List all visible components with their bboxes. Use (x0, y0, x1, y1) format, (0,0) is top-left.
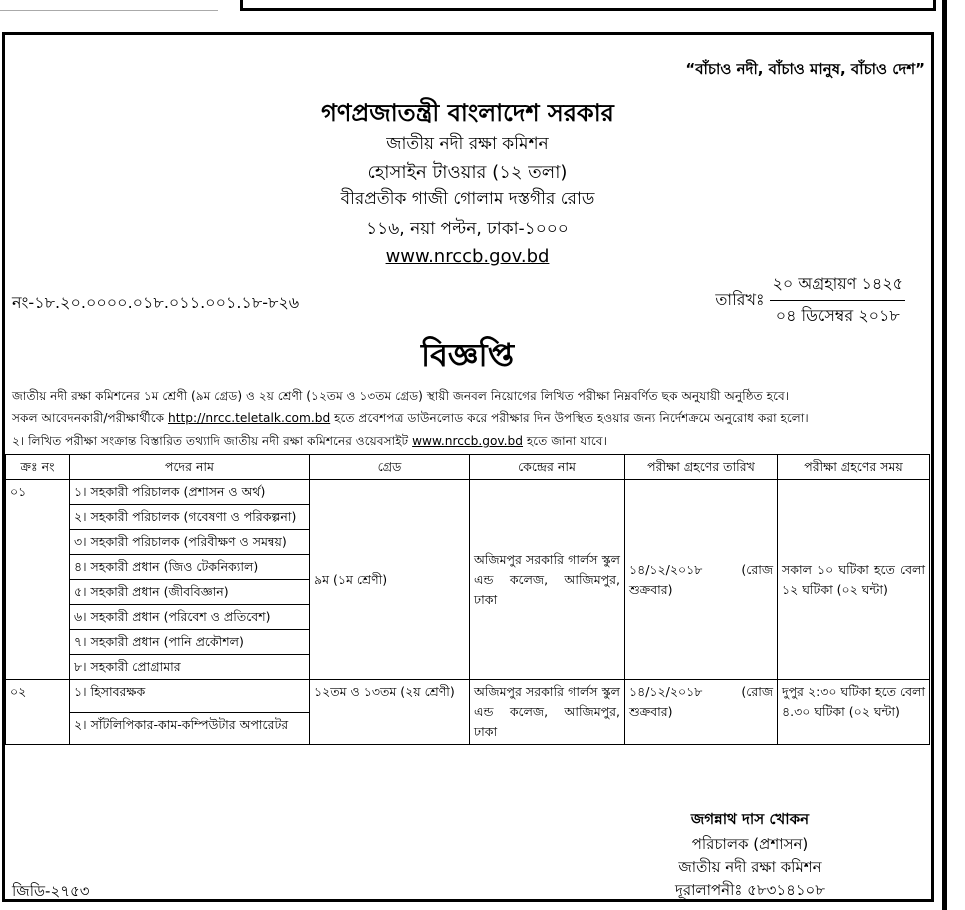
road-address: বীরপ্রতীক গাজী গোলাম দস্তগীর রোড (340, 189, 595, 209)
signatory-phone: দূরালাপনীঃ ৫৮৩১৪১০৮ (674, 881, 826, 899)
date-fraction (770, 271, 905, 330)
signatory-office: জাতীয় নদী রক্ষা কমিশন (678, 858, 822, 876)
signatory-name: জগন্নাথ দাস খোকন (690, 810, 810, 828)
center-cell: অজিমপুর সরকারি গার্লস স্কুল এন্ড কলেজ, আজিমপুর, ঢাকা (470, 480, 625, 680)
top-divider-line (0, 10, 218, 11)
serial-cell: ০২ (6, 680, 70, 745)
post-cell: ১। সহকারী পরিচালক (প্রশাসন ও অর্থ) (70, 480, 310, 505)
paragraph-1: জাতীয় নদী রক্ষা কমিশনের ১ম শ্রেণী (৯ম গ্রেড) ও ২য় শ্রেণী (১২তম ও ১৩তম গ্রেড) স্থায়ী জনবল নিয়োগের লিখিত পরীক্ষা নিম্নবর্ণিত ছক অনুযায়ী অনুষ্ঠিত হবে। (12, 389, 790, 403)
time-cell: সকাল ১০ ঘটিকা হতে বেলা ১২ ঘটিকা (০২ ঘন্টা) (778, 480, 930, 680)
paragraph-3 (12, 431, 932, 451)
memo-number: নং-১৮.২০.০০০০.০১৮.০১১.০০১.১৮-৮২৬ (12, 293, 300, 312)
serial-cell: ০১ (6, 480, 70, 680)
table-header-row (6, 455, 930, 480)
signatory-designation: পরিচালক (প্রশাসন) (691, 835, 809, 853)
header-grade: গ্রেড (310, 455, 470, 480)
center-cell: অজিমপুর সরকারি গার্লস স্কুল এন্ড কলেজ, আজিমপুর, ঢাকা (470, 680, 625, 745)
post-cell: ২। সহকারী পরিচালক (গবেষণা ও পরিকল্পনা) (70, 505, 310, 530)
date-cell: ১৪/১২/২০১৮ (রোজ শুক্রবার) (625, 480, 778, 680)
post-cell: ৫। সহকারী প্রধান (জীববিজ্ঞান) (70, 580, 310, 605)
table-row (6, 480, 930, 505)
header-time: পরীক্ষা গ্রহণের সময় (778, 455, 930, 480)
date-english: ০৪ ডিসেম্বর ২০১৮ (775, 306, 900, 325)
post-cell: ১। হিসাবরক্ষক (70, 680, 310, 713)
header-website-link[interactable]: www.nrccb.gov.bd (385, 246, 550, 267)
building-address: হোসাইন টাওয়ার (১২ তলা) (367, 162, 568, 183)
header-date: পরীক্ষা গ্রহণের তারিখ (625, 455, 778, 480)
website-link[interactable]: www.nrccb.gov.bd (412, 434, 524, 448)
date-bangla: ২০ অগ্রহায়ণ ১৪২৫ (770, 271, 905, 301)
post-cell: ২। সাঁটলিপিকার-কাম-কম্পিউটার অপারেটর (70, 712, 310, 745)
post-cell: ৭। সহকারী প্রধান (পানি প্রকৌশল) (70, 630, 310, 655)
paragraph-2-post: হতে প্রবেশপত্র ডাউনলোড করে পরীক্ষার দিন উপস্থিত হওয়ার জন্য নির্দেশক্রমে অনুরোধ করা হলো। (330, 411, 809, 425)
paragraph-2 (12, 408, 932, 428)
header-center: কেন্দ্রের নাম (470, 455, 625, 480)
city-address: ১১৬, নয়া পল্টন, ঢাকা-১০০০ (366, 219, 569, 239)
paragraph-3-post: হতে জানা যাবে। (523, 434, 607, 448)
slogan: “বাঁচাও নদী, বাঁচাও মানুষ, বাঁচাও দেশ” (685, 60, 925, 78)
time-cell: দুপুর ২:৩০ ঘটিকা হতে বেলা ৪.৩০ ঘটিকা (০২ ঘন্টা) (778, 680, 930, 745)
page-edge-bar (942, 0, 947, 910)
gd-number: জিডি-২৭৫৩ (12, 882, 90, 900)
header-post: পদের নাম (70, 455, 310, 480)
date-block (715, 271, 905, 330)
post-cell: ৪। সহকারী প্রধান (জিও টেকনিক্যাল) (70, 555, 310, 580)
paragraph-2-pre: সকল আবেদনকারী/পরীক্ষার্থীকে (12, 411, 169, 425)
notice-title: বিজ্ঞপ্তি (420, 336, 515, 374)
post-cell: ৬। সহকারী প্রধান (পরিবেশ ও প্রতিবেশ) (70, 605, 310, 630)
top-adjacent-box (240, 0, 936, 11)
post-cell: ৮। সহকারী প্রোগ্রামার (70, 655, 310, 680)
commission-name: জাতীয় নদী রক্ষা কমিশন (386, 134, 549, 154)
grade-cell: ৯ম (১ম শ্রেণী) (310, 480, 470, 680)
exam-schedule-table (5, 454, 930, 745)
teletalk-link[interactable]: http://nrcc.teletalk.com.bd (168, 411, 331, 425)
header-serial: ক্রঃ নং (6, 455, 70, 480)
post-cell: ৩। সহকারী পরিচালক (পরিবীক্ষণ ও সমন্বয়) (70, 530, 310, 555)
govt-title: গণপ্রজাতন্ত্রী বাংলাদেশ সরকার (321, 99, 614, 127)
date-cell: ১৪/১২/২০১৮ (রোজ শুক্রবার) (625, 680, 778, 745)
paragraph-3-pre: ২। লিখিত পরীক্ষা সংক্রান্ত বিস্তারিত তথ্যাদি জাতীয় নদী রক্ষা কমিশনের ওয়েবসাইট (12, 434, 413, 448)
grade-cell: ১২তম ও ১৩তম (২য় শ্রেণী) (310, 680, 470, 745)
table-row (6, 680, 930, 713)
date-label: তারিখঃ (715, 290, 765, 309)
